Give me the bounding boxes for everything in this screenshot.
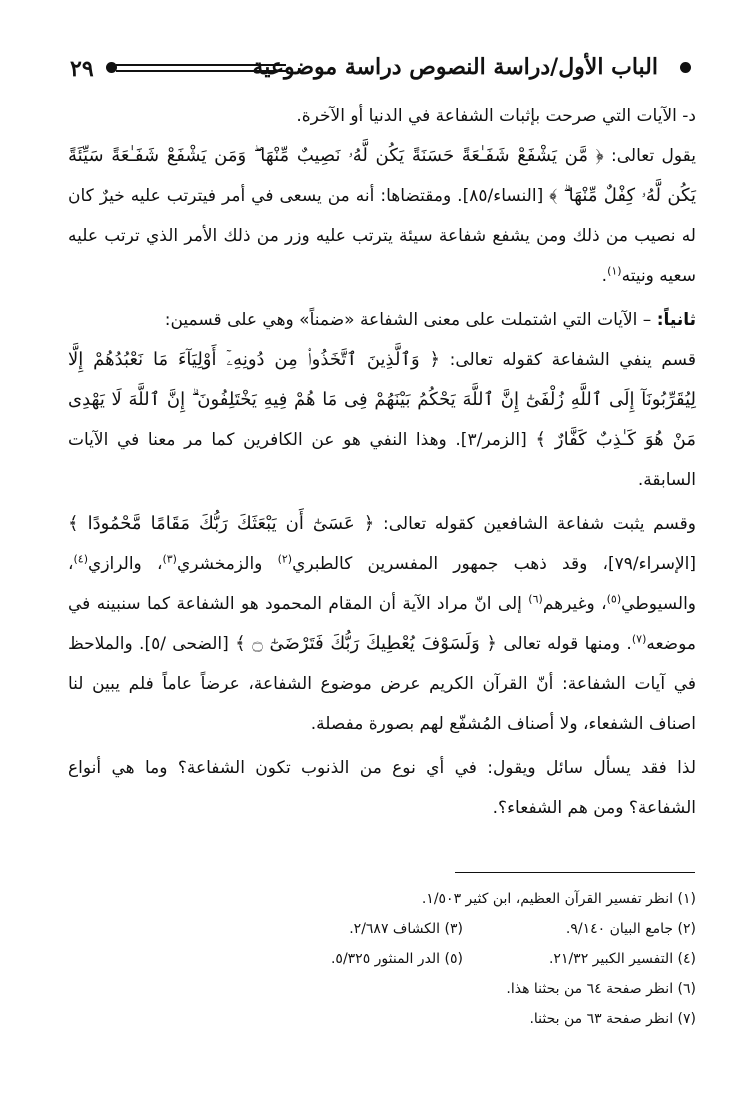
- header-ornament-right: [680, 62, 691, 73]
- footnote-ref: (٦): [528, 592, 543, 606]
- footnote-ref: (٥): [606, 592, 622, 606]
- footnote-ref: (٢): [277, 552, 293, 566]
- paragraph-4: قسم ينفي الشفاعة كقوله تعالى: ﴿ وَٱلَّذِينَ ٱتَّخَذُوا۟ مِن دُونِهِۦٓ أَوْلِيَآءَ مَا نَعْبُدُهُمْ إِلَّا لِيُقَرِّبُونَآ إِلَى ٱللَّهِ زُلْفَىٰٓ إِنَّ ٱللَّهَ يَحْكُمُ بَيْنَهُمْ فِى مَا هُمْ فِيهِ يَخْتَلِفُونَ ۗ إِنَّ ٱللَّهَ لَا يَهْدِى مَنْ هُوَ كَـٰذِبٌ كَفَّارٌ ﴾ [الزمر/٣]. وهذا النفي هو عن الكافرين كما مر معنا في الآيات السابقة.: [68, 349, 697, 490]
- footnote-ref: (٧): [631, 632, 647, 646]
- quran-verse: ﴿ وَٱلَّذِينَ ٱتَّخَذُوا۟ مِن دُونِهِۦٓ أَوْلِيَآءَ مَا نَعْبُدُهُمْ إِلَّا لِيُقَرِّبُونَآ إِلَى ٱللَّهِ زُلْفَىٰٓ إِنَّ ٱللَّهَ يَحْكُمُ بَيْنَهُمْ فِى مَا هُمْ فِيهِ يَخْتَلِفُونَ ۗ إِنَّ ٱللَّهَ لَا يَهْدِى مَنْ هُوَ كَـٰذِبٌ كَفَّارٌ ﴾: [68, 349, 697, 450]
- paragraph-1: د- الآيات التي صرحت بإثبات الشفاعة في الدنيا أو الآخرة.: [296, 106, 696, 126]
- page-number: ٢٩: [70, 56, 94, 82]
- footnote-3: (٣) الكشاف ٢/٦٨٧.: [349, 921, 463, 937]
- footnote-ref: (١): [607, 264, 622, 278]
- footnote-ref: (٤): [73, 552, 89, 566]
- page-header: [60, 52, 700, 86]
- paragraph-3: ثانياً: – الآيات التي اشتملت على معنى الشفاعة «ضمناً» وهي على قسمين:: [164, 310, 696, 330]
- footnote-1: (١) انظر تفسير القرآن العظيم، ابن كثير ١/٥٠٣.: [421, 891, 696, 907]
- footnote-6: (٦) انظر صفحة ٦٤ من بحثنا هذا.: [506, 981, 696, 997]
- footnote-5: (٥) الدر المنثور ٥/٣٢٥.: [330, 951, 463, 967]
- footnote-7: (٧) انظر صفحة ٦٣ من بحثنا.: [529, 1011, 696, 1027]
- paragraph-2: يقول تعالى: ﴿ مَّن يَشْفَعْ شَفَـٰعَةً حَسَنَةً يَكُن لَّهُۥ نَصِيبٌ مِّنْهَا ۖ وَمَن يَشْفَعْ شَفَـٰعَةً سَيِّئَةً يَكُن لَّهُۥ كِفْلٌ مِّنْهَا ۗ ﴾ [النساء/٨٥]. ومقتضاها: أنه من يسعى في أمر فيترتب عليه خيرٌ كان له نصيب من ذلك ومن يشفع شفاعة سيئة يترتب عليه وزر من ذلك الأمر الذي ترتب عليه سعيه ونيته$^{(١)}$.: [68, 145, 696, 286]
- quran-verse: ﴿ عَسَىٰٓ أَن يَبْعَثَكَ رَبُّكَ مَقَامًا مَّحْمُودًا ﴾: [68, 513, 375, 534]
- quran-verse: ﴿ مَّن يَشْفَعْ شَفَـٰعَةً حَسَنَةً يَكُن لَّهُۥ نَصِيبٌ مِّنْهَا ۖ وَمَن يَشْفَعْ شَفَـٰعَةً سَيِّئَةً يَكُن لَّهُۥ كِفْلٌ مِّنْهَا ۗ ﴾: [68, 145, 696, 206]
- footnotes: [230, 884, 696, 1034]
- footnote-4: (٤) التفسير الكبير ٢١/٣٢.: [548, 951, 696, 967]
- footnote-divider: [455, 872, 695, 873]
- footnote-2: (٢) جامع البيان ٩/١٤٠.: [565, 921, 696, 937]
- footnote-ref: (٣): [162, 552, 177, 566]
- paragraph-5: وقسم يثبت شفاعة الشافعين كقوله تعالى: ﴿ عَسَىٰٓ أَن يَبْعَثَكَ رَبُّكَ مَقَامًا مَّحْمُودًا ﴾ [الإسراء/٧٩]، وقد ذهب جمهور المفسرين كالطبري$^{(٢)}$ والزمخشري$^{(٣)}$، والرازي$^{(٤)}$، والسيوطي$^{(٥)}$، وغيرهم$^{(٦)}$ إلى انّ مراد الآية أن المقام المحمود هو الشفاعة كما سنبينه في موضعه$^{(٧)}$. ومنها قوله تعالى ﴿ وَلَسَوْفَ يُعْطِيكَ رَبُّكَ فَتَرْضَىٰٓ ۝ ﴾ [الضحى /٥]. والملاحظ في آيات الشفاعة: أنّ القرآن الكريم عرض موضوع الشفاعة، عرضاً عاماً فلم يبين لنا اصناف الشفعاء، ولا أصناف المُشفّع لهم بصورة مفصلة.: [68, 513, 697, 734]
- paragraph-6: لذا فقد يسأل سائل ويقول: في أي نوع من الذنوب تكون الشفاعة؟ وما هي أنواع الشفاعة؟ ومن هم الشفعاء؟.: [68, 758, 696, 818]
- section-label: ثانياً:: [656, 310, 696, 330]
- quran-verse: ﴿ وَلَسَوْفَ يُعْطِيكَ رَبُّكَ فَتَرْضَىٰٓ ۝ ﴾: [235, 633, 497, 654]
- body-text: [68, 96, 696, 828]
- header-title: الباب الأول/دراسة النصوص دراسة موضوعية: [252, 54, 658, 80]
